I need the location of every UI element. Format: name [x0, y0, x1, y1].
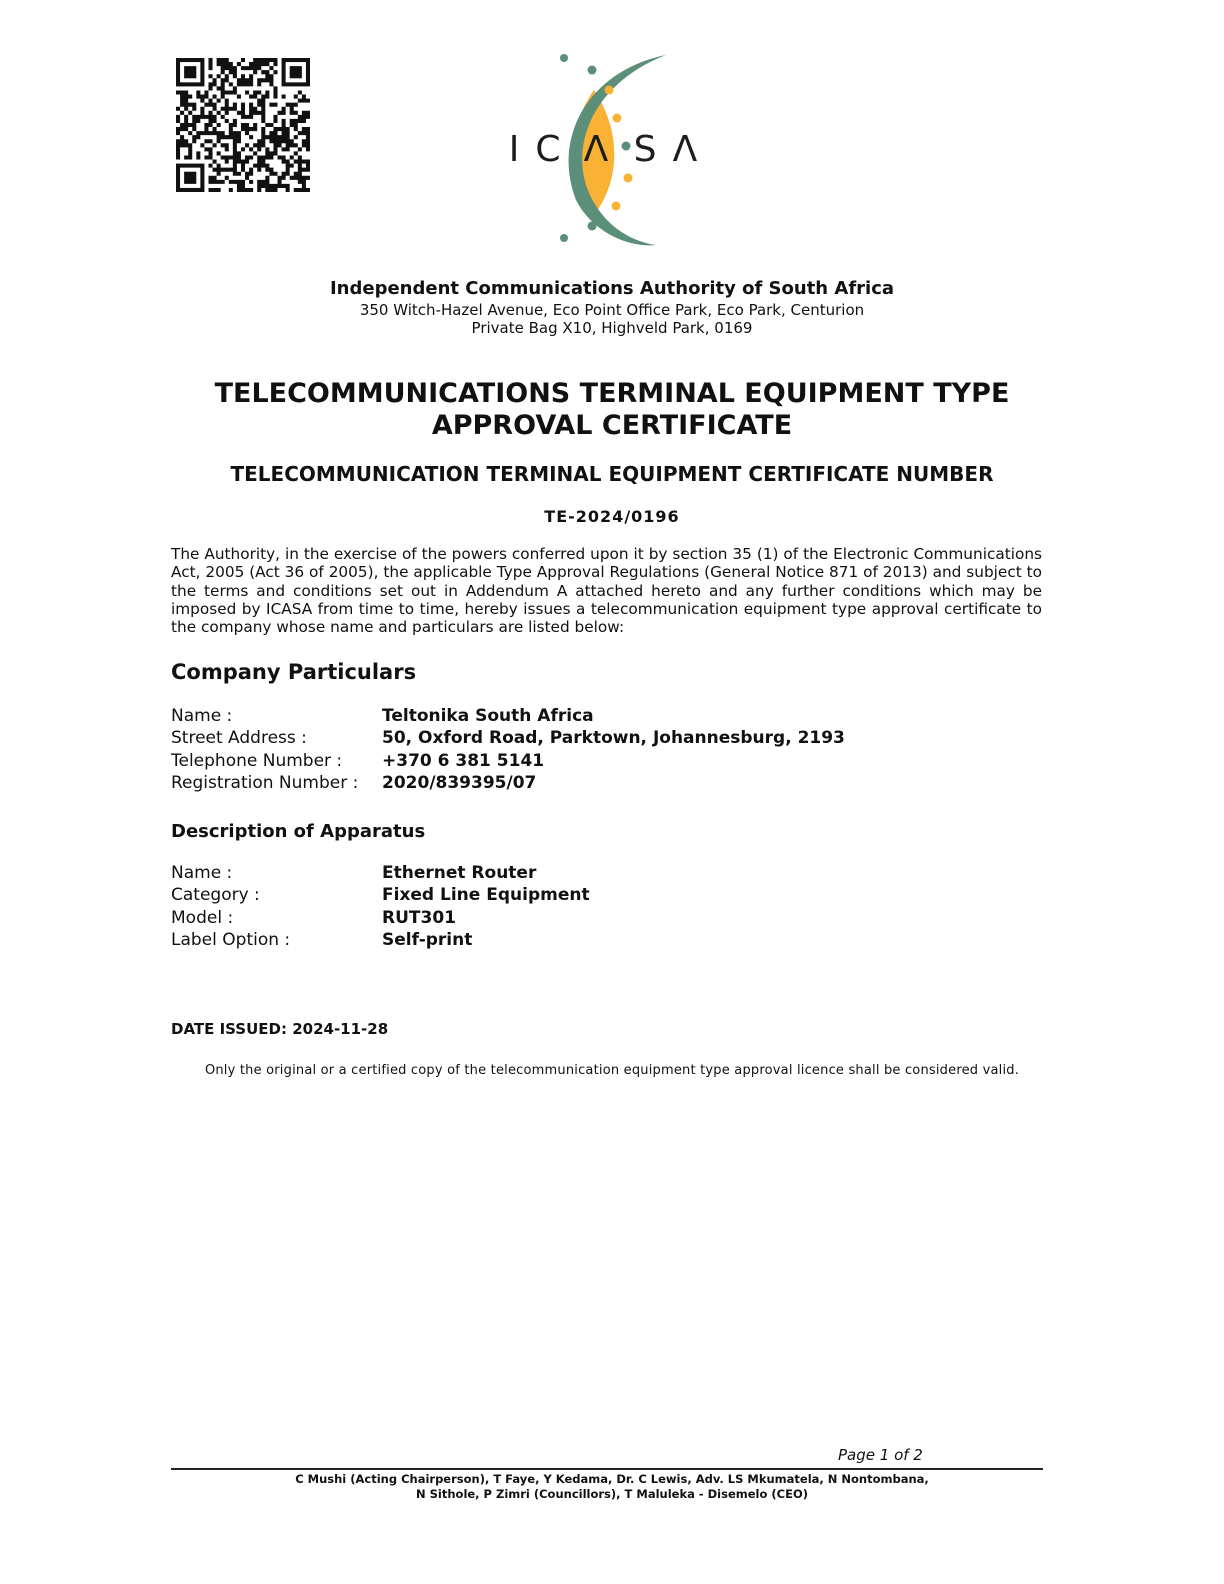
certificate-title [160, 378, 1064, 442]
qr-finder-pattern [176, 58, 204, 86]
company-particulars-list [171, 705, 1071, 795]
apparatus-label-option-row [171, 929, 1071, 951]
company-registration-value: 2020/839395/07 [382, 773, 537, 794]
authority-name: Independent Communications Authority of South Africa [329, 278, 895, 299]
certificate-number: TE-2024/0196 [544, 507, 680, 526]
company-name-value: Teltonika South Africa [382, 706, 594, 726]
company-address-value: 50, Oxford Road, Parktown, Johannesburg, 2193 [382, 728, 845, 749]
company-address-row [171, 727, 1071, 749]
certificate-title-line-2: APPROVAL CERTIFICATE [431, 410, 793, 441]
field-label: Registration Number : [171, 773, 359, 794]
validity-note: Only the original or a certified copy of the telecommunication equipment type approval licence shall be considered valid. [204, 1063, 1020, 1078]
company-telephone-value: +370 6 381 5141 [382, 750, 545, 771]
field-label: Category : [171, 885, 260, 906]
field-label: Street Address : [171, 728, 307, 749]
company-name-row [171, 705, 1071, 727]
intro-paragraph: The Authority, in the exercise of the powers conferred upon it by section 35 (1) of the Electronic Communications Act, 2005 (Act 36 of 2005), the applicable Type Approval Regulations (General Notice 871 of 2013) and subject to the terms and conditions set out in Addendum A attached hereto and any further conditions which may be imposed by ICASA from time to time, hereby issues a telecommunication equipment type approval certificate to the company whose name and particulars are listed below: [171, 545, 1042, 637]
field-label: Label Option : [171, 930, 291, 951]
address-line-2: Private Bag X10, Highveld Park, 0169 [471, 319, 753, 337]
field-label: Name : [171, 706, 233, 726]
field-label: Model : [171, 907, 234, 928]
apparatus-category-row [171, 884, 1071, 906]
apparatus-model-row [171, 907, 1071, 929]
certificate-title-line-1: TELECOMMUNICATIONS TERMINAL EQUIPMENT TYPE [214, 378, 1010, 409]
footer-councillors-line-1: C Mushi (Acting Chairperson), T Faye, Y Kedama, Dr. C Lewis, Adv. LS Mkumatela, N Nontombana, [295, 1472, 929, 1486]
page-number: Page 1 of 2 [838, 1446, 923, 1464]
qr-finder-pattern [282, 58, 310, 86]
apparatus-model-value: RUT301 [382, 907, 456, 928]
apparatus-list [171, 862, 1071, 952]
apparatus-name-value: Ethernet Router [382, 863, 537, 883]
qr-finder-pattern [176, 164, 204, 192]
apparatus-heading: Description of Apparatus [171, 821, 426, 842]
footer-divider [171, 1468, 1043, 1470]
footer-councillors-line-2: N Sithole, P Zimri (Councillors), T Maluleka - Disemelo (CEO) [416, 1487, 808, 1501]
apparatus-label-option-value: Self-print [382, 930, 473, 951]
apparatus-name-row [171, 862, 1071, 884]
field-label: Telephone Number : [171, 750, 343, 771]
company-telephone-row [171, 750, 1071, 772]
company-registration-row [171, 772, 1071, 794]
company-particulars-heading: Company Particulars [171, 660, 417, 684]
date-issued: DATE ISSUED: 2024-11-28 [171, 1020, 389, 1038]
address-line-1: 350 Witch-Hazel Avenue, Eco Point Office Park, Eco Park, Centurion [359, 301, 865, 319]
qr-code [176, 58, 310, 192]
apparatus-category-value: Fixed Line Equipment [382, 885, 590, 906]
logo-wordmark: I C Λ S Λ [508, 128, 700, 170]
field-label: Name : [171, 863, 233, 883]
certificate-number-heading: TELECOMMUNICATION TERMINAL EQUIPMENT CERTIFICATE NUMBER [230, 462, 994, 486]
